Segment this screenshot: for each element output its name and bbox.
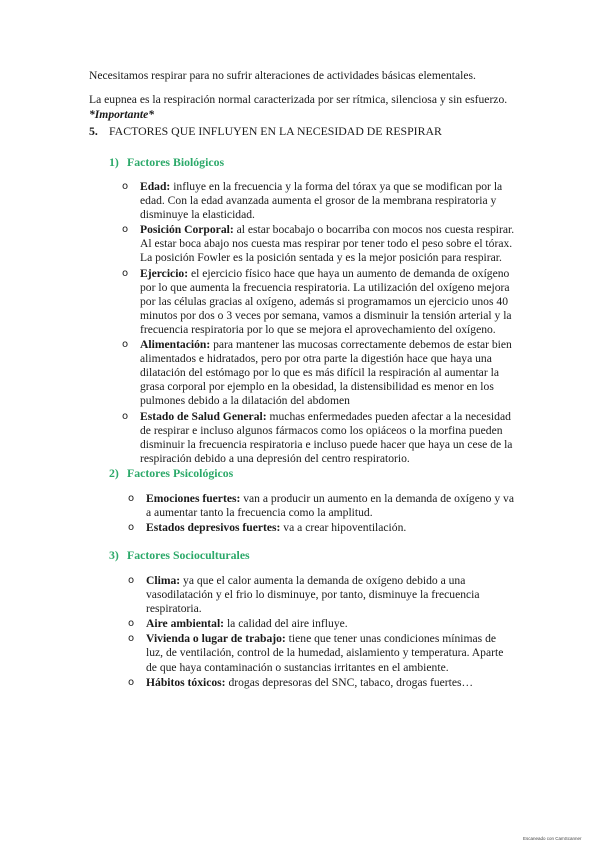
list-item: o Emociones fuertes: van a producir un aumento en la demanda de oxígeno y va a aumentar tanto la frecuencia como la amplitud. — [128, 492, 514, 520]
list-item: o Aire ambiental: la calidad del aire influye. — [128, 617, 348, 631]
eupnea-definition: La eupnea es la respiración normal caracterizada por ser rítmica, silenciosa y sin esfuerzo. — [89, 93, 508, 106]
subheading-title: Factores Biológicos — [127, 155, 225, 169]
bullet-icon: o — [128, 676, 135, 688]
bullet-icon: o — [128, 522, 135, 534]
subheading-biologicos — [109, 155, 224, 170]
section-heading — [89, 124, 442, 139]
subheading-title: Factores Socioculturales — [127, 548, 250, 562]
subheading-psicologicos — [109, 466, 233, 481]
intro-line-1: Necesitamos respirar para no sufrir alteraciones de actividades básicas elementales. — [89, 69, 476, 82]
bullet-icon: o — [122, 339, 129, 351]
list-item: o Clima: ya que el calor aumenta la demanda de oxígeno debido a una vasodilatación y el frio lo disminuye, por tanto, disminuye la frecuencia respiratoria. — [128, 574, 480, 616]
list-item: o Posición Corporal: al estar bocabajo o bocarriba con mocos nos cuesta respirar. Al estar boca abajo nos cuesta mas respirar por tener todo el peso sobre el tórax. La posición Fowler es la posición sentada y es la mejor posición para respirar. — [122, 223, 515, 265]
bullet-icon: o — [122, 267, 129, 279]
bullet-icon: o — [122, 181, 129, 192]
bullet-icon: o — [122, 224, 129, 236]
list-item: o Ejercicio: el ejercicio físico hace que haya un aumento de demanda de oxígeno por lo que aumenta la frecuencia respiratoria. La utilización del oxígeno mejora por las células gracias al oxígeno, además si programamos un ejercicio unos 40 minutos por dos o 3 veces por semana, vamos a disminuir la tensión arterial y la frecuencia respiratoria por lo que se mejora el aprovechamiento del oxígeno. — [122, 266, 512, 336]
scanner-watermark: Escaneado con CamScanner — [523, 836, 582, 841]
list-item: o Hábitos tóxicos: drogas depresoras del SNC, tabaco, drogas fuertes… — [128, 675, 474, 689]
subheading-number: 3) — [109, 548, 119, 562]
list-psicologicos — [128, 492, 514, 536]
section-title: FACTORES QUE INFLUYEN EN LA NECESIDAD DE RESPIRAR — [109, 124, 442, 138]
list-item: o Edad: influye en la frecuencia y la forma del tórax ya que se modifican por la edad. Con la edad avanzada aumenta el grosor de la membrana respiratoria y disminuye la elasticidad. — [122, 180, 503, 222]
intro-line-2 — [89, 92, 529, 122]
bullet-icon: o — [122, 410, 129, 422]
important-note: *Importante* — [89, 108, 155, 121]
subheading-number: 1) — [109, 155, 119, 169]
subheading-number: 2) — [109, 466, 119, 480]
section-number: 5. — [89, 124, 98, 138]
list-item: o Vivienda o lugar de trabajo: tiene que tener unas condiciones mínimas de luz, de ventilación, control de la humedad, aislamiento y temperatura. Aparte de que haya contaminación o sustancias irritantes en el ambiente. — [128, 632, 504, 674]
subheading-socioculturales — [109, 548, 250, 563]
list-item: o Alimentación: para mantener las mucosas correctamente debemos de estar bien alimentados e hidratados, pero por otra parte la digestión hace que haya una dilatación del estómago por lo que es más difícil la respiración al aumentar la grasa corporal por ejemplo en la obesidad, la distensibilidad es menor en los pulmones debido a la dilatación del abdomen — [122, 338, 512, 408]
bullet-icon: o — [128, 493, 135, 504]
list-biologicos — [122, 180, 516, 467]
bullet-icon: o — [128, 618, 135, 630]
bullet-icon: o — [128, 633, 135, 645]
bullet-icon: o — [128, 575, 135, 586]
list-socioculturales — [128, 574, 514, 691]
subheading-title: Factores Psicológicos — [127, 466, 234, 480]
list-item: o Estado de Salud General: muchas enfermedades pueden afectar a la necesidad de respirar e incluso algunos fármacos como los opiáceos o la morfina pueden disminuir la frecuencia respiratoria e incluso puede hacer que haya un cese de la respiración debido a una depresión del centro respiratorio. — [122, 409, 513, 465]
list-item: o Estados depresivos fuertes: va a crear hipoventilación. — [128, 521, 407, 535]
